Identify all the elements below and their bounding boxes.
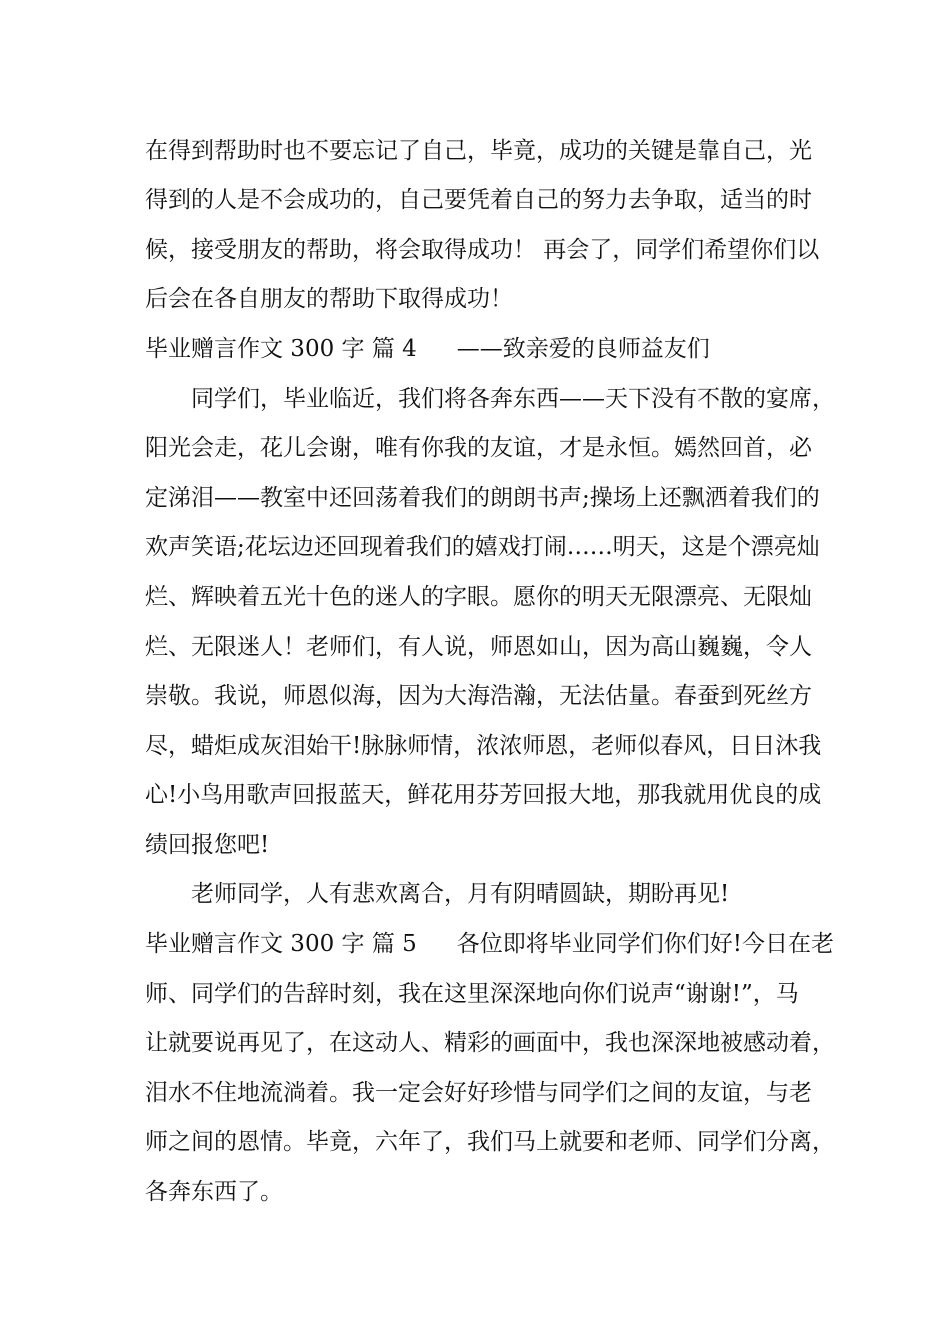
section-heading-5 <box>145 929 834 959</box>
paragraph-line: 让就要说再见了，在这动人、精彩的画面中，我也深深地被感动着， <box>145 1030 835 1056</box>
paragraph-line: 崇敬。我说，师恩似海，因为大海浩瀚，无法估量。春蚕到死丝方 <box>145 683 812 709</box>
paragraph-line: 在得到帮助时也不要忘记了自己，毕竟，成功的关键是靠自己，光 <box>145 138 812 164</box>
paragraph-line: 欢声笑语;花坛边还回现着我们的嬉戏打闹……明天，这是个漂亮灿 <box>145 534 820 560</box>
paragraph-line: 阳光会走，花儿会谢，唯有你我的友谊，才是永恒。嫣然回首，必 <box>145 435 812 461</box>
paragraph-line: 老师同学，人有悲欢离合，月有阴晴圆缺，期盼再见! <box>191 881 730 907</box>
paragraph-line: 师之间的恩情。毕竟，六年了，我们马上就要和老师、同学们分离， <box>145 1129 835 1155</box>
paragraph-line: 各奔东西了。 <box>145 1179 283 1205</box>
section-heading-4 <box>145 334 710 364</box>
paragraph-line: 烂、无限迷人！老师们，有人说，师恩如山，因为高山巍巍，令人 <box>145 634 812 660</box>
paragraph-line: 绩回报您吧! <box>145 832 270 858</box>
section-heading-title: 毕业赠言作文 300 字 篇 5 <box>145 931 417 957</box>
paragraph-line: 泪水不住地流淌着。我一定会好好珍惜与同学们之间的友谊，与老 <box>145 1080 812 1106</box>
section-heading-subtitle: ——致亲爱的良师益友们 <box>456 336 710 362</box>
paragraph-line: 烂、辉映着五光十色的迷人的字眼。愿你的明天无限漂亮、无限灿 <box>145 584 812 610</box>
paragraph-line: 同学们，毕业临近，我们将各奔东西——天下没有不散的宴席， <box>191 386 835 412</box>
paragraph-line: 定涕泪——教室中还回荡着我们的朗朗书声;操场上还飘洒着我们的 <box>145 485 820 511</box>
paragraph-line: 师、同学们的告辞时刻，我在这里深深地向你们说声“谢谢!”，马 <box>145 981 799 1007</box>
paragraph-line: 尽，蜡炬成灰泪始干!脉脉师情，浓浓师恩，老师似春风，日日沐我 <box>145 733 822 759</box>
section-heading-title: 毕业赠言作文 300 字 篇 4 <box>145 336 417 362</box>
paragraph-line: 得到的人是不会成功的，自己要凭着自己的努力去争取，适当的时 <box>145 187 812 213</box>
section-heading-text: 各位即将毕业同学们你们好!今日在老 <box>456 931 835 957</box>
paragraph-line: 心!小鸟用歌声回报蓝天，鲜花用芬芳回报大地，那我就用优良的成 <box>145 782 822 808</box>
paragraph-line: 候，接受朋友的帮助，将会取得成功！ 再会了，同学们希望你们以 <box>145 237 820 263</box>
paragraph-line: 后会在各自朋友的帮助下取得成功！ <box>145 286 513 312</box>
